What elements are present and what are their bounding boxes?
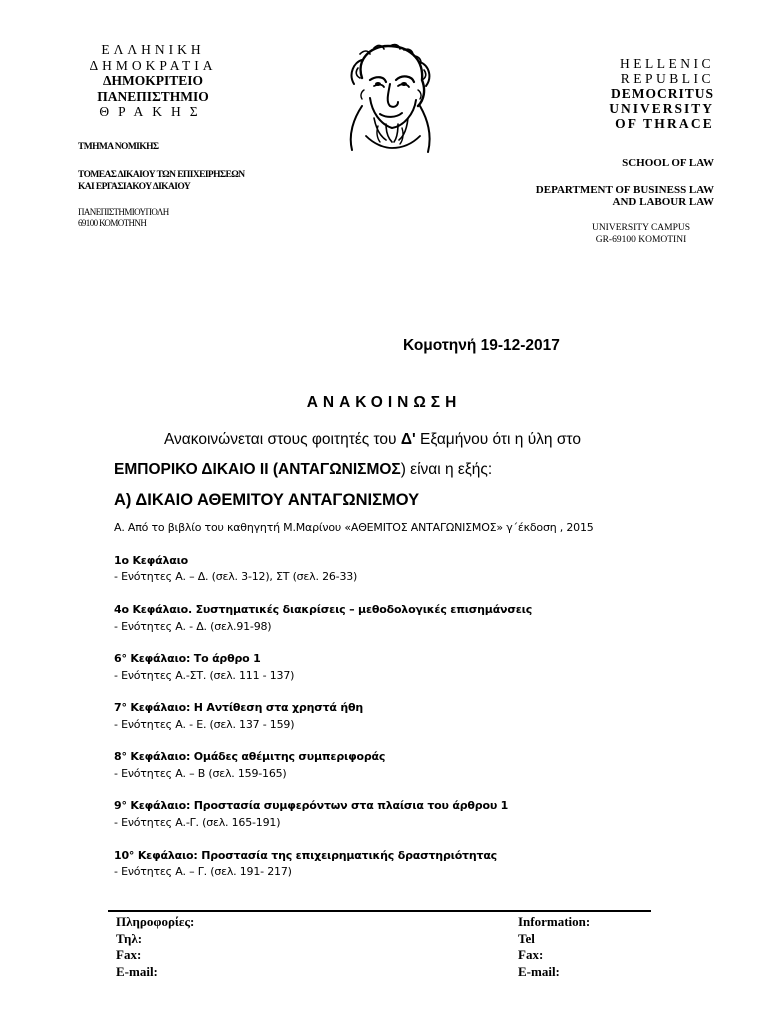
textbook-source-line: Α. Από το βιβλίο του καθηγητή Μ.Μαρίνου «ΑΘΕΜΙΤΟΣ ΑΝΤΑΓΩΝΙΣΜΟΣ» γ΄έκδοση , 2015 <box>114 521 594 534</box>
greek-department-line1: ΤΟΜΕΑΣ ΔΙΚΑΙΟΥ ΤΩΝ ΕΠΙΧΕΙΡΗΣΕΩΝ <box>78 170 245 180</box>
header-left-line5: ΘΡΑΚΗΣ <box>99 104 207 119</box>
chapter-7-title: 7° Κεφάλαιο: Η Αντίθεση στα χρηστά ήθη <box>114 701 364 714</box>
announcement-title: ΑΝΑΚΟΙΝΩΣΗ <box>306 394 462 411</box>
announcement-date: Κομοτηνή 19-12-2017 <box>403 337 560 354</box>
header-right-line2: REPUBLIC <box>620 71 714 86</box>
footer-tel-label-english: Tel <box>518 930 535 946</box>
chapter-8-title: 8° Κεφάλαιο: Ομάδες αθέμιτης συμπεριφοράς <box>114 750 386 763</box>
greek-school-name: ΤΜΗΜΑ ΝΟΜΙΚΗΣ <box>78 142 159 152</box>
header-right-line5: OF THRACE <box>615 116 714 131</box>
chapter-4-title: 4ο Κεφάλαιο. Συστηματικές διακρίσεις – μεθοδολογικές επισημάνσεις <box>114 603 533 616</box>
greek-address-line2: 69100 ΚΟΜΟΤΗΝΗ <box>78 218 147 228</box>
intro-line2-end: ) είναι η εξής: <box>400 461 493 478</box>
footer-fax-label-english: Fax: <box>518 947 544 962</box>
footer-email-label-english: E-mail: <box>518 963 560 979</box>
greek-institution-header <box>78 42 228 120</box>
english-department-line1: DEPARTMENT OF BUSINESS LAW <box>535 184 714 196</box>
footer-contact-greek <box>116 914 194 980</box>
intro-line1-end: Εξαμήνου ότι η ύλη στο <box>415 431 581 448</box>
chapter-6-title: 6° Κεφάλαιο: Το άρθρο 1 <box>114 652 261 665</box>
header-right-line3: DEMOCRITUS <box>610 86 714 101</box>
chapter-6-detail: - Ενότητες Α.-ΣΤ. (σελ. 111 - 137) <box>114 669 295 682</box>
section-heading: Α) ΔΙΚΑΙΟ ΑΘΕΜΙΤΟΥ ΑΝΤΑΓΩΝΙΣΜΟΥ <box>114 491 420 509</box>
header-left-line2: ΔΗΜΟΚΡΑΤΙΑ <box>89 57 217 73</box>
intro-line1 <box>164 431 581 449</box>
intro-line2 <box>114 461 492 479</box>
chapter-1-title: 1ο Κεφάλαιο <box>114 554 189 567</box>
header-left-line3: ΔΗΜΟΚΡΙΤΕΙΟ <box>103 73 203 88</box>
chapter-9-detail: - Ενότητες Α.-Γ. (σελ. 165-191) <box>114 816 281 829</box>
english-school-name: SCHOOL OF LAW <box>622 157 714 169</box>
greek-address-line1: ΠΑΝΕΠΙΣΤΗΜΙΟΥΠΟΛΗ <box>78 207 169 217</box>
footer-fax-label-greek: Fax: <box>116 947 142 962</box>
header-right-line1: HELLENIC <box>620 56 714 71</box>
header-left-line1: ΕΛΛΗΝΙΚΗ <box>101 42 205 57</box>
footer-tel-label-greek: Τηλ: <box>116 930 143 946</box>
greek-department-line2: ΚΑΙ ΕΡΓΑΣΙΑΚΟΥ ΔΙΚΑΙΟΥ <box>78 182 191 192</box>
header-right-line4: UNIVERSITY <box>609 101 714 116</box>
chapter-1-detail: - Ενότητες Α. – Δ. (σελ. 3-12), ΣΤ (σελ. 26-33) <box>114 570 358 583</box>
intro-line1-start: Ανακοινώνεται στους φοιτητές του <box>164 431 401 448</box>
chapter-10-title: 10° Κεφάλαιο: Προστασία της επιχειρηματικής δραστηριότητας <box>114 849 498 862</box>
footer-divider <box>108 910 651 912</box>
footer-info-label-greek: Πληροφορίες: <box>116 914 195 929</box>
footer-info-label-english: Information: <box>518 914 591 929</box>
header-left-line4: ΠΑΝΕΠΙΣΤΗΜΙΟ <box>97 88 209 104</box>
footer-email-label-greek: E-mail: <box>116 963 158 979</box>
course-name: ΕΜΠΟΡΙΚΟ ΔΙΚΑΙΟ ΙΙ (ΑΝΤΑΓΩΝΙΣΜΟΣ <box>114 461 401 478</box>
english-institution-header <box>574 56 714 131</box>
democritus-bust-logo <box>340 40 436 156</box>
chapter-10-detail: - Ενότητες Α. – Γ. (σελ. 191- 217) <box>114 865 292 878</box>
chapter-8-detail: - Ενότητες Α. – Β (σελ. 159-165) <box>114 767 287 780</box>
semester-label: Δ' <box>400 431 416 448</box>
english-address-line1: UNIVERSITY CAMPUS <box>591 223 691 233</box>
chapter-4-detail: - Ενότητες Α. - Δ. (σελ.91-98) <box>114 620 272 633</box>
chapter-9-title: 9° Κεφάλαιο: Προστασία συμφερόντων στα πλαίσια του άρθρου 1 <box>114 799 509 812</box>
english-department-line2: AND LABOUR LAW <box>612 196 714 208</box>
footer-contact-english <box>518 914 590 980</box>
english-address-line2: GR-69100 KOMOTINI <box>595 235 687 245</box>
chapter-7-detail: - Ενότητες Α. - Ε. (σελ. 137 - 159) <box>114 718 295 731</box>
